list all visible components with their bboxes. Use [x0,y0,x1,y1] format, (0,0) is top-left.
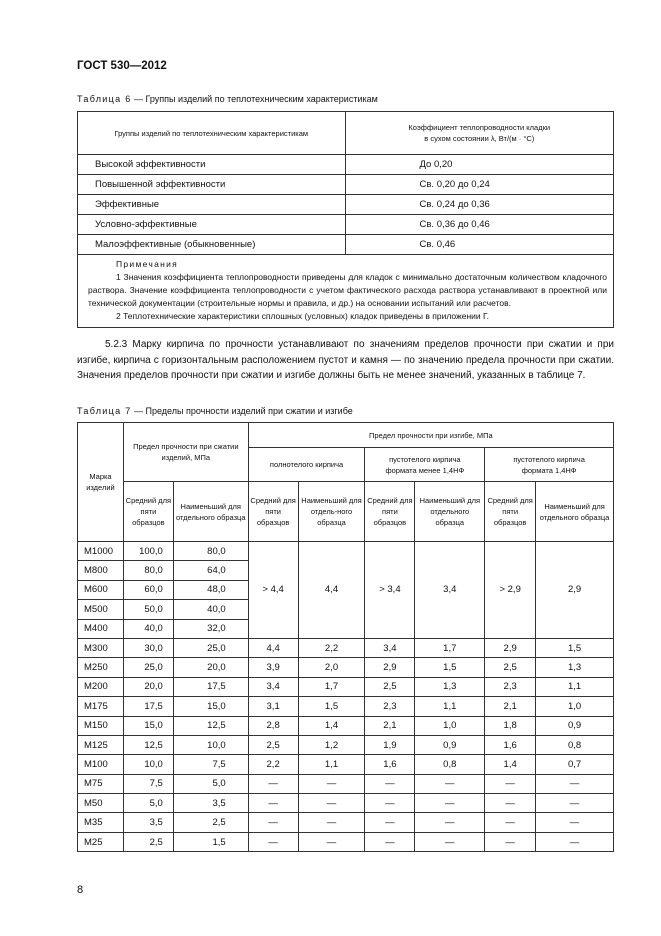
solid-min-cell: 2,0 [298,658,365,677]
table6-col2-header-line2: в сухом состоянии λ, Вт/(м · °С) [424,134,535,143]
compress-avg-cell: 3,5 [123,813,173,832]
hollow-ge-avg-cell: 2,1 [485,697,536,716]
h-avg: Средний для пяти образцов [248,482,298,542]
compress-avg-cell: 25,0 [123,658,173,677]
hollow-ge-min-cell: — [536,774,614,793]
hollow-lt-avg-cell: 2,5 [365,677,415,696]
solid-avg-cell: — [248,774,298,793]
table6-caption-label: Таблица 6 [77,94,132,104]
compress-avg-cell: 15,0 [123,716,173,735]
table7-bend-header: Предел прочности при изгибе, МПа [248,423,613,448]
table6-col2-header-line1: Коэффициент теплопроводности кладки [408,123,551,132]
table6-row [78,175,614,195]
hollow-lt-min-cell: 1,0 [415,716,485,735]
table6-group: Повышенной эффективности [78,175,346,195]
solid-avg-cell: 3,4 [248,677,298,696]
compress-avg-cell: 40,0 [123,619,173,638]
table6-row [78,155,614,175]
table-row [78,813,614,832]
table7-body [78,638,614,851]
compress-avg-cell: 17,5 [123,697,173,716]
table6-col2-header [345,112,613,155]
mark-cell: М50 [78,794,124,813]
solid-avg-cell: 3,9 [248,658,298,677]
table6-value: Св. 0,24 до 0,36 [345,195,613,215]
compress-min-cell: 17,5 [173,677,248,696]
compress-min-cell: 20,0 [173,658,248,677]
hollow-ge-avg-cell: — [485,832,536,851]
table6-row [78,235,614,255]
table6-notes [78,255,614,328]
table-row [78,774,614,793]
solid-min-cell: — [298,832,365,851]
hollow-lt-min-cell: 1,7 [415,638,485,657]
table-row [78,638,614,657]
compress-min-cell: 40,0 [173,600,248,619]
compress-avg-cell: 10,0 [123,755,173,774]
compress-avg-cell: 50,0 [123,600,173,619]
table6-group: Условно-эффективные [78,215,346,235]
mark-cell: М400 [78,619,124,638]
hollow-lt-min-cell: 1,1 [415,697,485,716]
compress-avg-cell: 30,0 [123,638,173,657]
hollow-ge-min-cell: 1,3 [536,658,614,677]
table6-group: Малоэффективные (обыкновенные) [78,235,346,255]
table7-solid-header: полнотелого кирпича [248,448,365,482]
note-1: 1 Значения коэффициента теплопроводности приведены для кладок с минимально достаточным количеством кладочного раствора. Значение коэффициента теплопроводности с учетом фактического расхода раствора устанавливают в проектной или технической документации (строительные нормы и правила, и др.) на основании испытаний или расчетов. [88,272,607,308]
compress-min-cell: 48,0 [173,580,248,599]
hollow-ge-min-cell: 1,1 [536,677,614,696]
table-row [78,716,614,735]
hollow-ge-avg-cell: 1,8 [485,716,536,735]
hollow-lt-min-cell: 0,8 [415,755,485,774]
hollow-lt-avg-cell: — [365,813,415,832]
compress-min-cell: 5,0 [173,774,248,793]
mark-cell: М600 [78,580,124,599]
hollow-lt-min-cell: 1,5 [415,658,485,677]
hollow-lt-min-cell: — [415,813,485,832]
compress-avg-cell: 5,0 [123,794,173,813]
mark-cell: М175 [78,697,124,716]
solid-min-cell: 1,2 [298,735,365,754]
compress-min-cell: 2,5 [173,813,248,832]
hollow-ge-min-cell: — [536,813,614,832]
solid-avg-cell: — [248,813,298,832]
hollow-ge-min-cell: — [536,832,614,851]
hollow-lt-avg-cell: — [365,794,415,813]
solid-avg-cell: 2,8 [248,716,298,735]
solid-min-cell: 1,1 [298,755,365,774]
table7-compress-header: Предел прочности при сжатии изделий, МПа [123,423,248,482]
hollow-ge-min-cell: — [536,794,614,813]
table6-row [78,215,614,235]
table-row [78,735,614,754]
hollow-lt-min-cell: 0,9 [415,735,485,754]
compress-min-cell: 12,5 [173,716,248,735]
compress-avg-cell: 2,5 [123,832,173,851]
solid-avg-cell: 3,1 [248,697,298,716]
solid-avg-cell: — [248,832,298,851]
merged-hollow-lt-min: 3,4 [415,542,485,639]
compress-min-cell: 15,0 [173,697,248,716]
hollow-ge-avg-cell: 2,9 [485,638,536,657]
compress-min-cell: 10,0 [173,735,248,754]
hollow-lt-min-cell: — [415,774,485,793]
h-min: Наименьший для отдельного образца [415,482,485,542]
table7-hollow-ge-header: пустотелого кирпича формата 1,4НФ [485,448,614,482]
compress-avg-cell: 60,0 [123,580,173,599]
table-row [78,697,614,716]
solid-min-cell: — [298,774,365,793]
hollow-ge-avg-cell: 2,3 [485,677,536,696]
table6-col1-header: Группы изделий по теплотехническим характеристикам [78,112,346,155]
table6-group: Эффективные [78,195,346,215]
merged-hollow-lt-avg: > 3,4 [365,542,415,639]
solid-avg-cell: 4,4 [248,638,298,657]
table-row [78,832,614,851]
table7-caption-text: — Пределы прочности изделий при сжатии и изгибе [131,406,353,416]
table7-hollow-lt-header: пустотелого кирпича формата менее 1,4НФ [365,448,485,482]
table6-caption [77,94,378,104]
hollow-ge-avg-cell: — [485,813,536,832]
solid-min-cell: — [298,813,365,832]
solid-min-cell: 1,7 [298,677,365,696]
mark-cell: М100 [78,755,124,774]
document-id: ГОСТ 530—2012 [77,60,167,72]
solid-avg-cell: — [248,794,298,813]
mark-cell: М150 [78,716,124,735]
page-number: 8 [77,884,84,896]
merged-solid-min: 4,4 [298,542,365,639]
compress-min-cell: 64,0 [173,561,248,580]
table-row [78,542,614,561]
hollow-lt-avg-cell: 1,9 [365,735,415,754]
table6-value: До 0,20 [345,155,613,175]
mark-cell: М200 [78,677,124,696]
hollow-lt-min-cell: 1,3 [415,677,485,696]
table7-caption-label: Таблица 7 [77,406,132,416]
hollow-lt-min-cell: — [415,794,485,813]
hollow-ge-avg-cell: 1,4 [485,755,536,774]
hollow-lt-min-cell: — [415,832,485,851]
table-row [78,677,614,696]
mark-cell: М500 [78,600,124,619]
hollow-ge-min-cell: 1,0 [536,697,614,716]
h-avg: Средний для пяти образцов [365,482,415,542]
hollow-ge-min-cell: 1,5 [536,638,614,657]
solid-avg-cell: 2,2 [248,755,298,774]
mark-cell: М1000 [78,542,124,561]
compress-min-cell: 7,5 [173,755,248,774]
table6-group: Высокой эффективности [78,155,346,175]
h-avg: Средний для пяти образцов [123,482,173,542]
table6 [77,111,614,328]
hollow-lt-avg-cell: 3,4 [365,638,415,657]
table6-value: Св. 0,36 до 0,46 [345,215,613,235]
table7-mark-header: Марка изделий [78,423,124,542]
hollow-ge-avg-cell: 2,5 [485,658,536,677]
merged-hollow-ge-avg: > 2,9 [485,542,536,639]
merged-hollow-ge-min: 2,9 [536,542,614,639]
compress-min-cell: 25,0 [173,638,248,657]
mark-cell: М25 [78,832,124,851]
h-min: Наименьший для отдель-ного образца [298,482,365,542]
compress-avg-cell: 12,5 [123,735,173,754]
table-row [78,658,614,677]
hollow-ge-avg-cell: — [485,774,536,793]
hollow-ge-min-cell: 0,9 [536,716,614,735]
note-2: 2 Теплотехнические характеристики сплошных (условных) кладок приведены в приложении Г. [116,311,489,321]
solid-min-cell: 1,5 [298,697,365,716]
table6-value: Св. 0,46 [345,235,613,255]
h-avg: Средний для пяти образцов [485,482,536,542]
compress-min-cell: 3,5 [173,794,248,813]
mark-cell: М800 [78,561,124,580]
hollow-lt-avg-cell: — [365,774,415,793]
compress-min-cell: 80,0 [173,542,248,561]
paragraph-5-2-3: 5.2.3 Марку кирпича по прочности устанавливают по значениям пределов прочности при сжатии и при изгибе, кирпича с горизонтальным расположением пустот и камня — по значению предела прочности при сжатии. Значения пределов прочности при сжатии и изгибе должны быть не менее значений, указанных в таблице 7. [77,339,614,381]
solid-min-cell: 1,4 [298,716,365,735]
mark-cell: М75 [78,774,124,793]
hollow-ge-min-cell: 0,7 [536,755,614,774]
compress-avg-cell: 20,0 [123,677,173,696]
h-min: Наименьший для отдельного образца [536,482,614,542]
table6-caption-text: — Группы изделий по теплотехническим характеристикам [131,94,378,104]
table6-value: Св. 0,20 до 0,24 [345,175,613,195]
table-row [78,755,614,774]
table6-row [78,195,614,215]
mark-cell: М300 [78,638,124,657]
notes-heading: Примечания [116,259,179,269]
compress-min-cell: 32,0 [173,619,248,638]
compress-avg-cell: 80,0 [123,561,173,580]
solid-avg-cell: 2,5 [248,735,298,754]
table7-caption [77,406,353,416]
hollow-lt-avg-cell: 2,9 [365,658,415,677]
compress-avg-cell: 100,0 [123,542,173,561]
hollow-lt-avg-cell: — [365,832,415,851]
mark-cell: М125 [78,735,124,754]
hollow-lt-avg-cell: 2,1 [365,716,415,735]
compress-avg-cell: 7,5 [123,774,173,793]
solid-min-cell: 2,2 [298,638,365,657]
table-row [78,794,614,813]
hollow-lt-avg-cell: 2,3 [365,697,415,716]
mark-cell: М250 [78,658,124,677]
compress-min-cell: 1,5 [173,832,248,851]
mark-cell: М35 [78,813,124,832]
hollow-ge-avg-cell: 1,6 [485,735,536,754]
merged-solid-avg: > 4,4 [248,542,298,639]
hollow-lt-avg-cell: 1,6 [365,755,415,774]
solid-min-cell: — [298,794,365,813]
h-min: Наименьший для отдельного образца [173,482,248,542]
hollow-ge-avg-cell: — [485,794,536,813]
hollow-ge-min-cell: 0,8 [536,735,614,754]
table7 [77,422,614,852]
